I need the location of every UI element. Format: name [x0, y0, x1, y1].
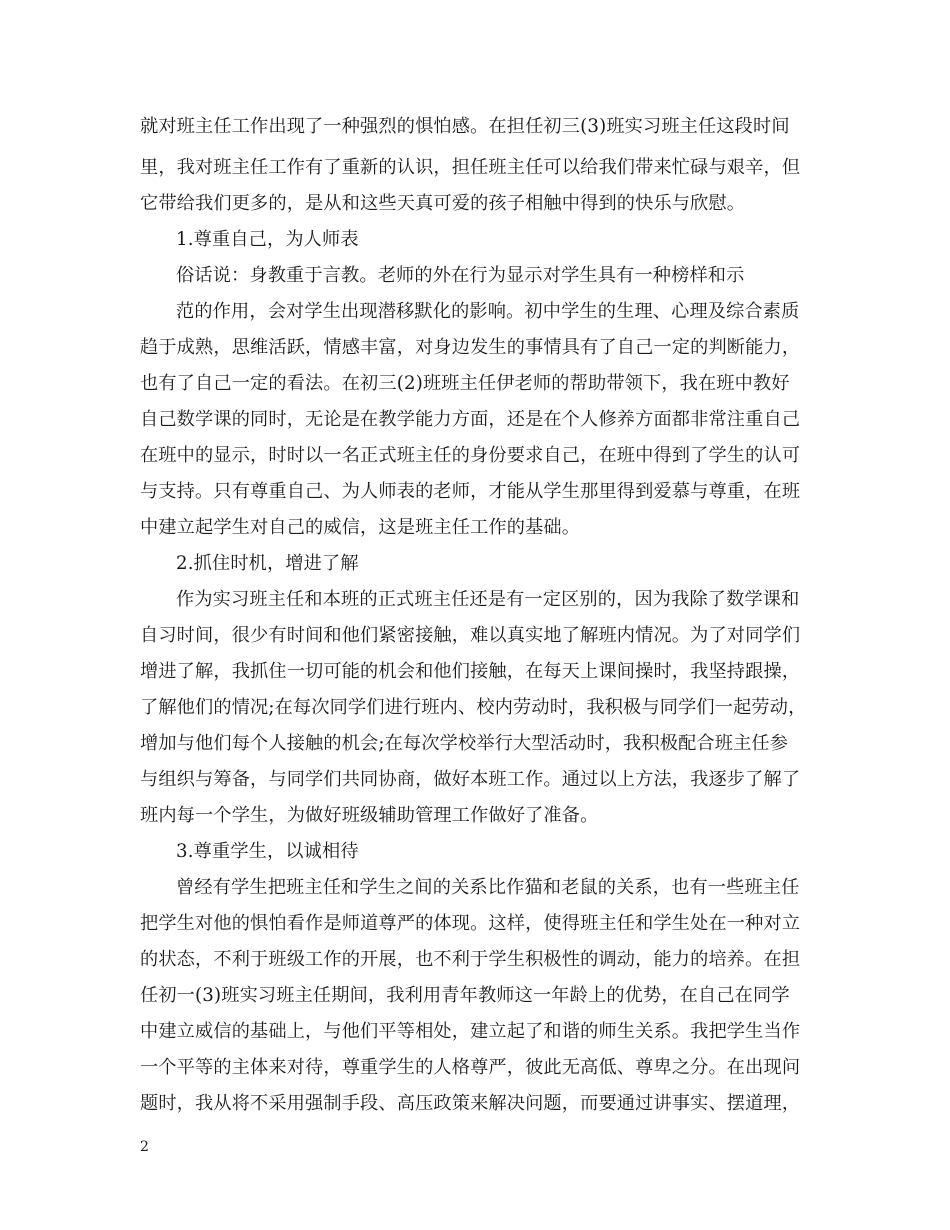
- text-line: 2.抓住时机，增进了解: [176, 553, 359, 574]
- text-line: 它带给我们更多的，是从和这些天真可爱的孩子相触中得到的快乐与欣慰。: [140, 193, 746, 214]
- text-line: 就对班主任工作出现了一种强烈的惧怕感。在担任初三(3)班实习班主任这段时间: [140, 116, 790, 137]
- text-line: 班内每一个学生，为做好班级辅助管理工作做好了准备。: [140, 805, 599, 826]
- page-number: 2: [140, 1139, 149, 1155]
- text-line: 任初一(3)班实习班主任期间，我利用青年教师这一年龄上的优势，在自己在同学: [140, 985, 790, 1006]
- text-line: 里，我对班主任工作有了重新的认识，担任班主任可以给我们带来忙碌与艰辛，但: [140, 157, 801, 178]
- text-line: 曾经有学生把班主任和学生之间的关系比作猫和老鼠的关系，也有一些班主任: [176, 877, 800, 898]
- text-line: 作为实习班主任和本班的正式班主任还是有一定区别的，因为我除了数学课和: [176, 589, 800, 610]
- text-line: 与组织与筹备，与同学们共同协商，做好本班工作。通过以上方法，我逐步了解了: [140, 769, 801, 790]
- text-line: 在班中的显示，时时以一名正式班主任的身份要求自己，在班中得到了学生的认可: [140, 445, 801, 466]
- text-line: 增加与他们每个人接触的机会;在每次学校举行大型活动时，我积极配合班主任参: [140, 733, 789, 754]
- text-line: 了解他们的情况;在每次同学们进行班内、校内劳动时，我积极与同学们一起劳动，: [140, 697, 807, 718]
- text-line: 趋于成熟，思维活跃，情感丰富，对身边发生的事情具有了自己一定的判断能力，: [140, 337, 801, 358]
- text-line: 范的作用，会对学生出现潜移默化的影响。初中学生的生理、心理及综合素质: [176, 301, 800, 322]
- text-line: 的状态，不利于班级工作的开展，也不利于学生积极性的调动，能力的培养。在担: [140, 949, 801, 970]
- text-line: 与支持。只有尊重自己、为人师表的老师，才能从学生那里得到爱慕与尊重，在班: [140, 481, 801, 502]
- text-line: 题时，我从将不采用强制手段、高压政策来解决问题，而要通过讲事实、摆道理，: [140, 1093, 801, 1114]
- text-line: 1.尊重自己，为人师表: [176, 229, 359, 250]
- text-line: 自习时间，很少有时间和他们紧密接触，难以真实地了解班内情况。为了对同学们: [140, 625, 801, 646]
- text-line: 3.尊重学生，以诚相待: [176, 841, 359, 862]
- text-line: 中建立起学生对自己的威信，这是班主任工作的基础。: [140, 517, 581, 538]
- text-line: 把学生对他的惧怕看作是师道尊严的体现。这样，使得班主任和学生处在一种对立: [140, 913, 801, 934]
- text-line: 中建立威信的基础上，与他们平等相处，建立起了和谐的师生关系。我把学生当作: [140, 1021, 801, 1042]
- text-line: 自己数学课的同时，无论是在教学能力方面，还是在个人修养方面都非常注重自己: [140, 409, 801, 430]
- text-line: 俗话说：身教重于言教。老师的外在行为显示对学生具有一种榜样和示: [176, 265, 745, 286]
- text-line: 增进了解，我抓住一切可能的机会和他们接触，在每天上课间操时，我坚持跟操，: [140, 661, 801, 682]
- text-line: 也有了自己一定的看法。在初三(2)班班主任伊老师的帮助带领下，我在班中教好: [140, 373, 790, 394]
- text-line: 一个平等的主体来对待，尊重学生的人格尊严，彼此无高低、尊卑之分。在出现问: [140, 1057, 801, 1078]
